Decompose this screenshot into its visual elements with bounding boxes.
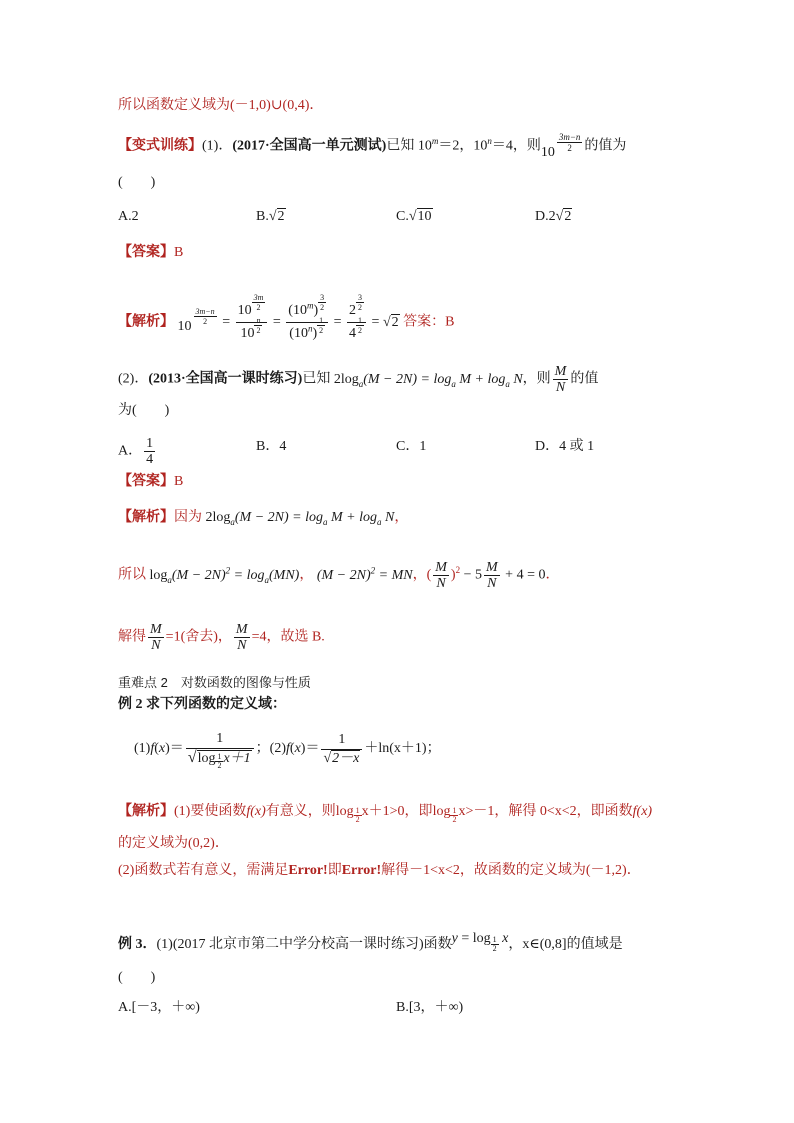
- example-2-analysis-line3: (2)函数式若有意义，需满足Error!即Error!解得－1<x<2，故函数的定义域为(－1,2)．: [118, 863, 641, 878]
- option-d: D.2√2: [535, 209, 572, 224]
- question-2: (2)．(2013·全国高一课时练习)已知 $2\log_a(M - 2N) = \log_a M + \log_a N$，则 $\frac{M}{N}$ 的值: [118, 364, 599, 395]
- answer-1: 【答案】B: [118, 245, 184, 260]
- analysis-1: 【解析】 10 $\frac{3m-n}{2}$ = 10 $\frac{3m}{2}$ 10 $\frac{n}{2}$ = (10$^m$) $\frac{3}{2}$ (10$^n$) $\frac{1}{2}$ = 2 $\frac{3}{2}$ 4 $\frac{1}{2}$ = √2 答案：B: [118, 300, 454, 345]
- example-2-analysis-line2: 的定义域为(0,2)．: [118, 836, 229, 851]
- domain-conclusion: 所以函数定义域为(－1,0)∪(0,4)．: [118, 98, 324, 113]
- key-point-heading: 重难点 2 对数函数的图像与性质: [118, 675, 311, 690]
- analysis-2-line3: 解得 $\frac{M}{N}$ =1(舍去)， $\frac{M}{N}$ =4，故选 B.: [118, 622, 325, 653]
- question-2-line2: 为( ): [118, 403, 170, 418]
- option-2a: A． $\frac{1}{4}$: [118, 436, 154, 467]
- answer-2: 【答案】B: [118, 474, 184, 489]
- example-2-functions: (1)f(x)＝ 1 √log $\frac{1}{2}$ x＋1 ；(2)f(x)＝ $\frac{1}{√2-x}$ ＋ln(x＋1)；: [134, 731, 441, 771]
- example-2-analysis-line1: 【解析】(1)要使函数f(x)有意义，则log $\frac{1}{2}$ x＋1>0，即log $\frac{1}{2}$ x>－1，解得 0<x<2，即函数f(x): [118, 804, 653, 825]
- question-source: (2017·全国高一单元测试): [232, 138, 387, 154]
- option-a: A.2: [118, 209, 139, 224]
- option-3a: A.[－3，＋∞): [118, 1000, 200, 1015]
- option-c: C.√10: [396, 209, 432, 224]
- error-token: Error!: [288, 863, 328, 878]
- analysis-2-line2: 所以 $\log_a(M - 2N)^2 = \log_a(MN)$， $(M - 2N)^2$ = MN，( $\frac{M}{N}$ )$^2$ − 5 $\frac{M}{N}$ + 4 = 0．: [118, 560, 560, 591]
- variant-question-1: 【变式训练】(1)．(2017·全国高一单元测试)已知 $10^m=2$，$10^n=4$，则10 $\frac{3m-n}{2}$ 的值为: [118, 132, 627, 160]
- example-3-question: 例 3．(1)(2017 北京市第二中学分校高一课时练习)函数y = log $\frac{1}{2}$ x，x∈(0,8]的值域是: [118, 931, 623, 954]
- analysis-2-line1: 【解析】因为 $2\log_a(M - 2N) = \log_a M + \log_a N$，: [118, 510, 409, 527]
- example-2-title: 例 2 求下列函数的定义域：: [118, 697, 286, 712]
- example-3-paren: ( ): [118, 970, 156, 985]
- variant-label: 【变式训练】: [118, 138, 202, 154]
- error-token: Error!: [341, 863, 382, 878]
- option-2d: D．4 或 1: [535, 439, 595, 454]
- option-2b: B．4: [256, 439, 287, 454]
- option-3b: B.[3，＋∞): [396, 1000, 464, 1015]
- option-2c: C．1: [396, 439, 427, 454]
- answer-paren: ( ): [118, 175, 156, 190]
- option-b: B.√2: [256, 209, 285, 224]
